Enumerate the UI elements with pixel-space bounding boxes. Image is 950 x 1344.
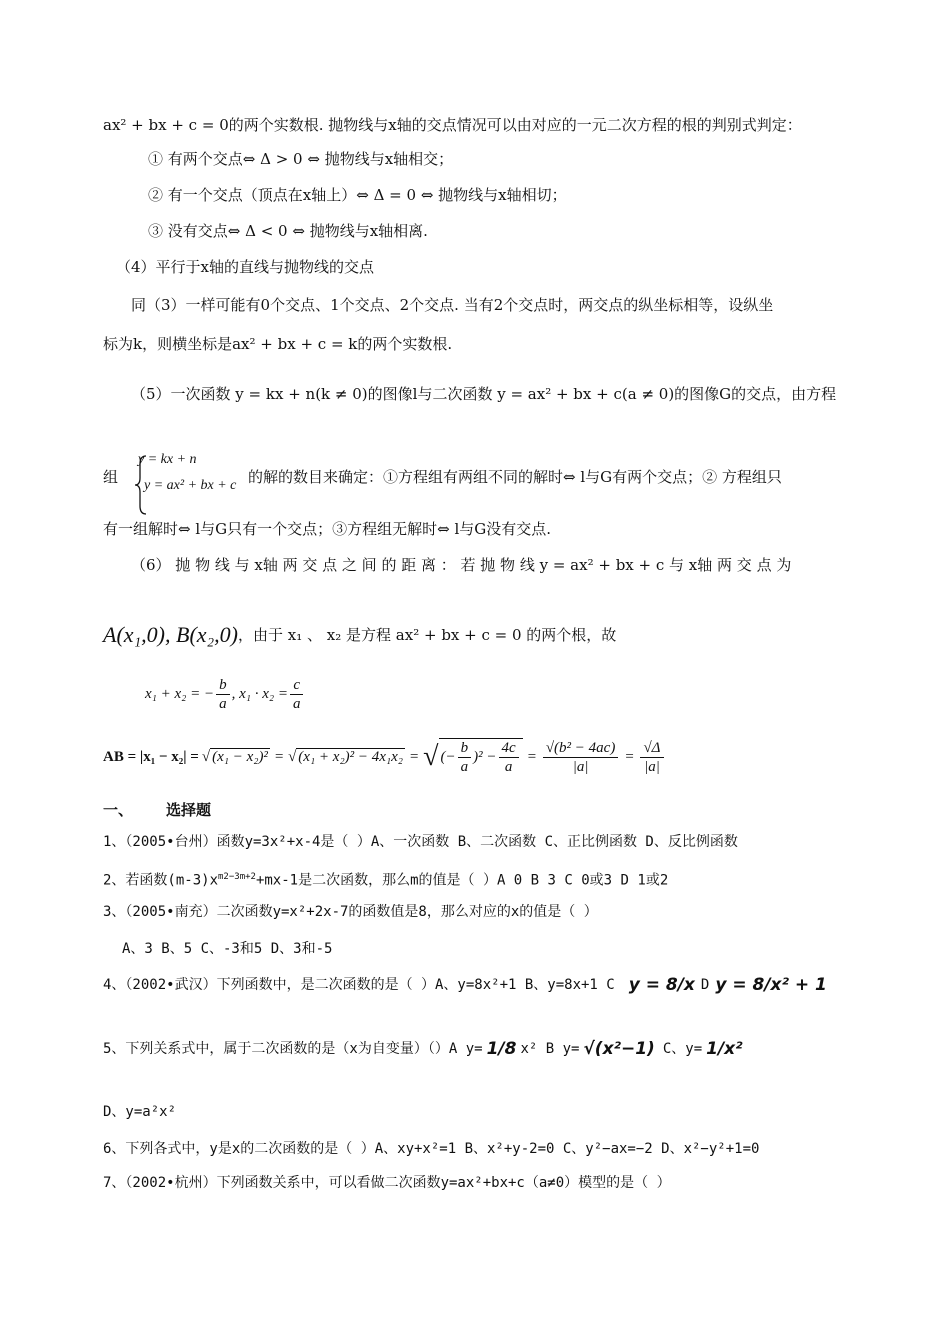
fraction-sqrt-discriminant: $\frac{\text{√(b² − 4ac)}}{|a|}$ [543, 739, 619, 776]
vieta-formulas [145, 676, 306, 713]
fraction-c-over-a [290, 676, 304, 713]
text-line-para-5b-prefix: 组 [103, 468, 119, 486]
text-line-para-6a: （6） 抛 物 线 与 x轴 两 交 点 之 间 的 距 离 ： 若 抛 物 线 y = ax² + bx + c 与 x轴 两 交 点 为 [131, 556, 792, 574]
question-3-options: A、3 B、5 C、-3和5 D、3和-5 [122, 941, 333, 957]
text-line-case-two-points: ① 有两个交点⇔ Δ > 0 ⇔ 抛物线与x轴相交； [148, 150, 454, 168]
text-line-para-5b: 的解的数目来确定：①方程组有两组不同的解时⇔ l与G有两个交点；② 方程组只 [248, 468, 782, 486]
text-roots-statement: ，由于 x₁ 、 x₂ 是方程 ax² + bx + c = 0 的两个根，故 [238, 626, 617, 644]
fraction-b-over-a: $\frac{b}{a}$ [458, 739, 472, 776]
text-line-discriminant-intro: ax² + bx + c = 0的两个实数根. 抛物线与x轴的交点情况可以由对应的一元二次方程的根的判别式判定： [103, 116, 802, 134]
section-title: 选择题 [166, 801, 212, 819]
section-number: 一、 [103, 801, 134, 819]
text-line-case-no-point: ③ 没有交点⇔ Δ < 0 ⇔ 抛物线与x轴相离. [148, 222, 428, 240]
sqrt-sum-product: (x₁ + x₂)² − 4x₁x₂ [298, 749, 404, 765]
question-5-option-d: D、y=a²x² [103, 1104, 177, 1120]
question-4: 4、（2002•武汉）下列函数中，是二次函数的是（ ）A、y=8x²+1 B、y=8x+1 C y = 8/x D y = 8/x² + 1 [103, 975, 827, 995]
sqrt-expanded: (− $\frac{b}{a}$ )² − $\frac{4c}{a}$ [439, 738, 523, 776]
fraction-denominator: a [293, 696, 301, 712]
exponent: m2−3m+2 [218, 872, 256, 882]
distance-ab-lhs: AB = |x₁ − x₂| = [103, 748, 199, 765]
text-line-para-6b [103, 624, 616, 646]
fraction-denominator: a [219, 696, 227, 712]
question-5: 5、下列关系式中，属于二次函数的是（x为自变量）（）A y= 1/8 x² B y= √(x²−1) C、y= 1/x² [103, 1039, 743, 1059]
fraction-numerator: b [216, 676, 230, 695]
vieta-sum-lhs: x₁ + x₂ = − [145, 686, 215, 702]
text-line-para-5c: 有一组解时⇔ l与G只有一个交点；③方程组无解时⇔ l与G没有交点. [103, 520, 552, 538]
option-d-formula: y = 8/x² + 1 [715, 975, 827, 995]
text-line-para-4b: 标为k，则横坐标是ax² + bx + c = k的两个实数根. [103, 335, 453, 353]
question-1: 1、（2005•台州）函数y=3x²+x-4是（ ）A、一次函数 B、二次函数 C、正比例函数 D、反比例函数 [103, 834, 738, 850]
fraction-numerator: c [290, 676, 303, 695]
fraction-b-over-a [216, 676, 230, 713]
fraction-4c-over-a: $\frac{4c}{a}$ [499, 739, 519, 776]
system-equation-1: y = kx + n [138, 452, 197, 467]
question-7: 7、（2002•杭州）下列函数关系中，可以看做二次函数y=ax²+bx+c（a≠0）模型的是（ ） [103, 1175, 671, 1191]
text-line-heading-4: （4）平行于x轴的直线与抛物线的交点 [116, 258, 375, 276]
system-equation-2: y = ax² + bx + c [144, 478, 237, 493]
distance-formula: AB = |x₁ − x₂| = √ (x₁ − x₂)² = √ (x₁ + x₂)² − 4x₁x₂ = √ (− $\frac{b}{a}$ )² − $\frac{4c}{a}$ = $\frac{\text{√(b² − 4ac)}}{|a|}$ = $\frac{√\Delta}{|a|}$ [103, 738, 666, 776]
question-6: 6、下列各式中，y是x的二次函数的是（ ）A、xy+x²=1 B、x²+y-2=0 C、y²−ax=−2 D、x²−y²+1=0 [103, 1141, 760, 1157]
option-c-formula: y = 8/x [628, 975, 695, 995]
option-b-formula: √(x²−1) [583, 1039, 655, 1059]
text-line-para-5a: （5）一次函数 y = kx + n(k ≠ 0)的图像l与二次函数 y = ax² + bx + c(a ≠ 0)的图像G的交点，由方程 [131, 385, 837, 403]
question-2: 2、若函数$(m-3)x^{m2-3m+2}+mx-1$是二次函数，那么m的值是（ ）A 0 B 3 C 0或3 D 1或2 [103, 872, 669, 889]
fraction-sqrt-delta: $\frac{√\Delta}{|a|}$ [640, 739, 663, 776]
sqrt-difference: (x₁ − x₂)² [212, 749, 268, 765]
vieta-product-lhs: , x₁ · x₂ = [231, 686, 288, 702]
option-c-formula: 1/x² [706, 1039, 743, 1059]
option-a-formula: 1/8 [486, 1039, 517, 1059]
question-3: 3、（2005•南充）二次函数y=x²+2x-7的函数值是8，那么对应的x的值是（ ） [103, 904, 598, 920]
text-line-case-one-point: ② 有一个交点（顶点在x轴上）⇔ Δ = 0 ⇔ 抛物线与x轴相切； [148, 186, 567, 204]
text-line-para-4a: 同（3）一样可能有0个交点、1个交点、2个交点. 当有2个交点时，两交点的纵坐标相等，设纵坐 [131, 296, 774, 314]
points-ab: A(x₁,0), B(x₂,0) [103, 622, 239, 647]
